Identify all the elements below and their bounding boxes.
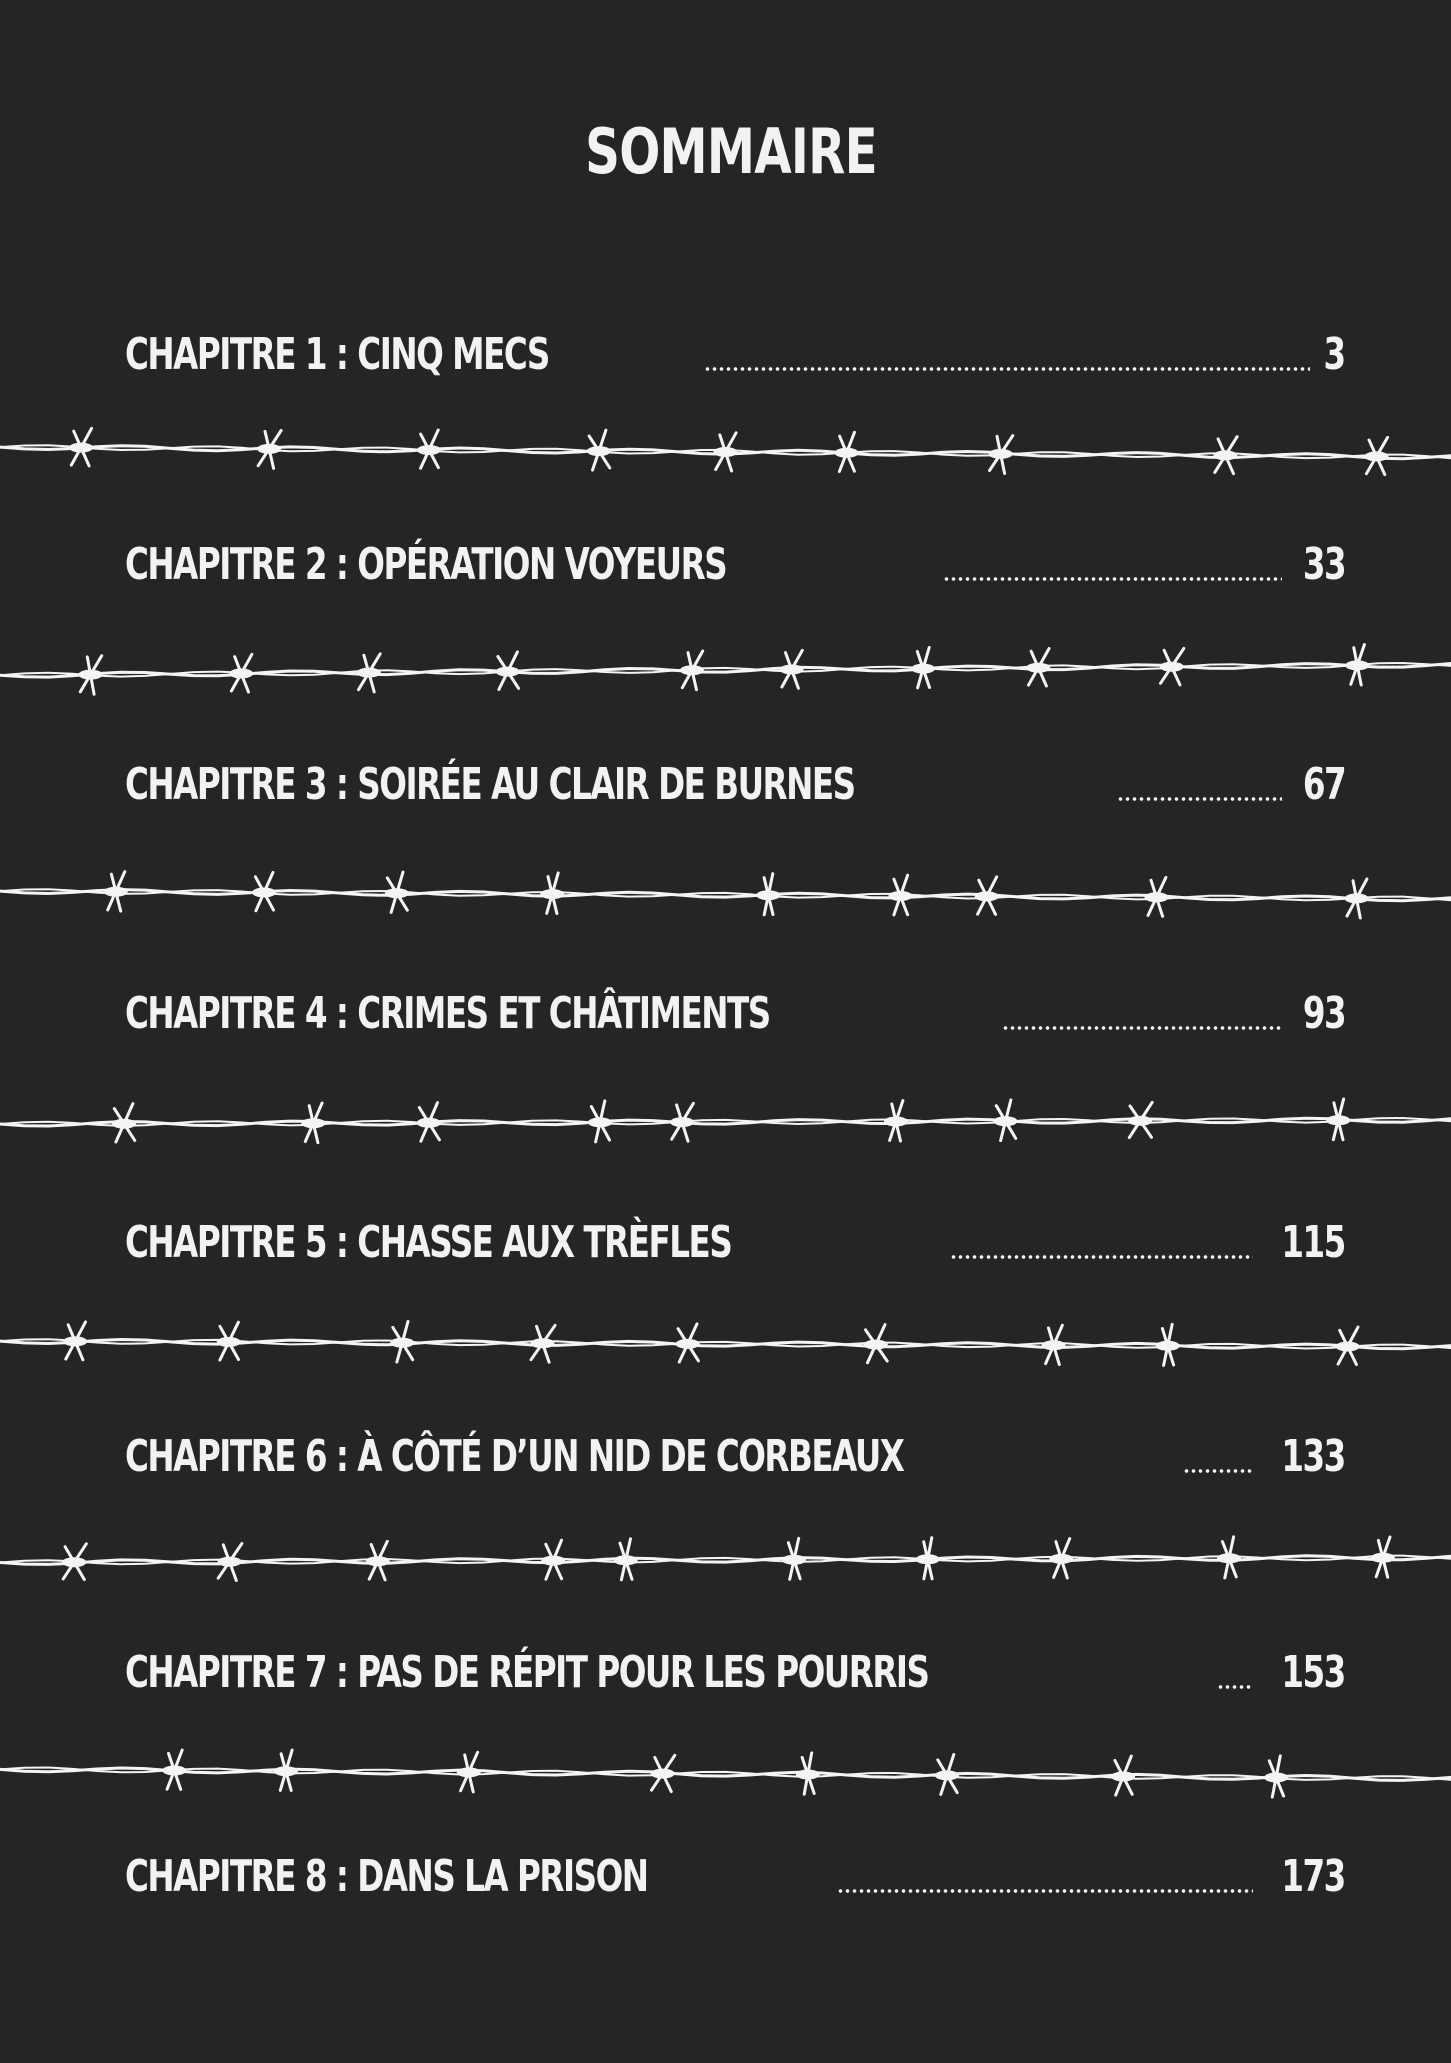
toc-entry-label: CHAPITRE 4 : CRIMES ET CHÂTIMENTS xyxy=(125,988,770,1039)
toc-entry-page: 133 xyxy=(1281,1431,1345,1482)
toc-entry-page: 115 xyxy=(1281,1217,1345,1268)
toc-entry-4[interactable] xyxy=(125,977,1345,1041)
toc-entry-5[interactable] xyxy=(125,1206,1345,1270)
dot-leader xyxy=(950,1254,1253,1260)
toc-entry-page: 33 xyxy=(1302,539,1345,590)
barbed-wire-icon xyxy=(0,1082,1451,1162)
toc-entry-label: CHAPITRE 1 : CINQ MECS xyxy=(125,329,549,380)
toc-entry-6[interactable] xyxy=(125,1420,1345,1484)
barbed-wire-icon xyxy=(0,1520,1451,1600)
toc-entry-2[interactable] xyxy=(125,528,1345,592)
toc-entry-label: CHAPITRE 8 : DANS LA PRISON xyxy=(125,1851,648,1902)
dot-leader xyxy=(1183,1468,1253,1474)
barbed-wire-icon xyxy=(0,855,1451,935)
dot-leader xyxy=(837,1888,1253,1894)
toc-entry-8[interactable] xyxy=(125,1840,1345,1904)
dot-leader xyxy=(943,576,1281,582)
barbed-wire-icon xyxy=(0,1734,1451,1814)
toc-entry-page: 67 xyxy=(1302,759,1345,810)
dot-leader xyxy=(1217,1684,1253,1690)
toc-entry-label: CHAPITRE 5 : CHASSE AUX TRÈFLES xyxy=(125,1217,732,1268)
dot-leader xyxy=(1002,1025,1282,1031)
barbed-wire-icon xyxy=(0,1304,1451,1384)
toc-entry-1[interactable] xyxy=(125,318,1345,382)
toc-entry-label: CHAPITRE 3 : SOIRÉE AU CLAIR DE BURNES xyxy=(125,759,855,810)
toc-entry-3[interactable] xyxy=(125,748,1345,812)
barbed-wire-icon xyxy=(0,630,1451,710)
toc-entry-label: CHAPITRE 2 : OPÉRATION VOYEURS xyxy=(125,539,727,590)
toc-entry-page: 153 xyxy=(1281,1647,1345,1698)
barbed-wire-icon xyxy=(0,412,1451,492)
toc-entry-7[interactable] xyxy=(125,1636,1345,1700)
dot-leader xyxy=(1117,796,1282,802)
toc-entry-page: 173 xyxy=(1281,1851,1345,1902)
toc-entry-label: CHAPITRE 7 : PAS DE RÉPIT POUR LES POURRIS xyxy=(125,1647,929,1698)
dot-leader xyxy=(704,366,1311,372)
toc-entry-page: 93 xyxy=(1302,988,1345,1039)
page-title: SOMMAIRE xyxy=(585,115,877,188)
toc-entry-page: 3 xyxy=(1323,329,1345,380)
toc-entry-label: CHAPITRE 6 : À CÔTÉ D’UN NID DE CORBEAUX xyxy=(125,1431,904,1482)
